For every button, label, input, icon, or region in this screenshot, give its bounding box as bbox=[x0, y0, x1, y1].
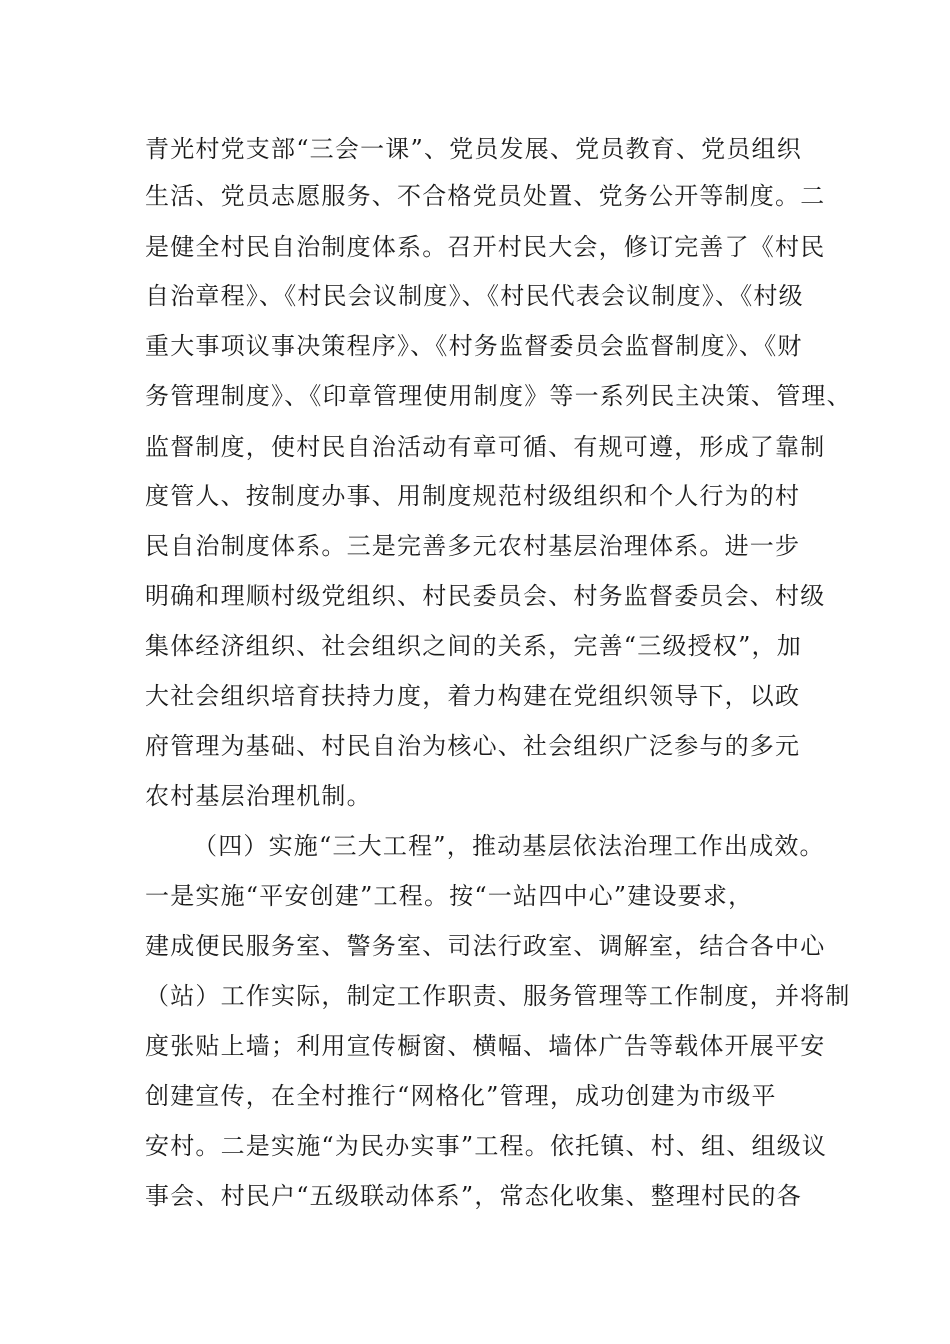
text-line: 明确和理顺村级党组织、村民委员会、村务监督委员会、村级 bbox=[145, 582, 826, 610]
text-line: 农村基层治理机制。 bbox=[145, 782, 372, 810]
text-line: 府管理为基础、村民自治为核心、社会组织广泛参与的多元 bbox=[145, 732, 801, 760]
text-line: 集体经济组织、社会组织之间的关系，完善“三级授权”，加 bbox=[145, 632, 802, 660]
text-line: 重大事项议事决策程序》、《村务监督委员会监督制度》、《财 bbox=[145, 332, 803, 360]
text-line: 是健全村民自治制度体系。召开村民大会，修订完善了《村民 bbox=[145, 233, 826, 261]
text-line: 生活、党员志愿服务、不合格党员处置、党务公开等制度。二 bbox=[145, 182, 826, 210]
text-line: 安村。二是实施“为民办实事”工程。依托镇、村、组、组级议 bbox=[145, 1132, 828, 1160]
text-line: 监督制度，使村民自治活动有章可循、有规可遵，形成了靠制 bbox=[145, 433, 826, 461]
text-line: 务管理制度》、《印章管理使用制度》等一系列民主决策、管理、 bbox=[145, 382, 852, 410]
text-line: 青光村党支部“三会一课”、党员发展、党员教育、党员组织 bbox=[145, 135, 802, 163]
text-line: 事会、村民户“五级联动体系”，常态化收集、整理村民的各 bbox=[145, 1182, 802, 1210]
text-line: 建成便民服务室、警务室、司法行政室、调解室，结合各中心 bbox=[145, 932, 826, 960]
text-line: 一是实施“平安创建”工程。按“一站四中心”建设要求， bbox=[145, 882, 754, 910]
text-line: 民自治制度体系。三是完善多元农村基层治理体系。进一步 bbox=[145, 532, 801, 560]
section-heading: （四）实施“三大工程”，推动基层依法治理工作出成效。 bbox=[193, 832, 825, 860]
text-line: 度管人、按制度办事、用制度规范村级组织和个人行为的村 bbox=[145, 482, 801, 510]
text-line: 大社会组织培育扶持力度，着力构建在党组织领导下，以政 bbox=[145, 682, 801, 710]
text-line: （站）工作实际，制定工作职责、服务管理等工作制度，并将制 bbox=[145, 982, 851, 1010]
text-line: 度张贴上墙；利用宣传橱窗、横幅、墙体广告等载体开展平安 bbox=[145, 1032, 826, 1060]
text-line: 创建宣传，在全村推行“网格化”管理，成功创建为市级平 bbox=[145, 1082, 777, 1110]
text-line: 自治章程》、《村民会议制度》、《村民代表会议制度》、《村级 bbox=[145, 282, 804, 310]
